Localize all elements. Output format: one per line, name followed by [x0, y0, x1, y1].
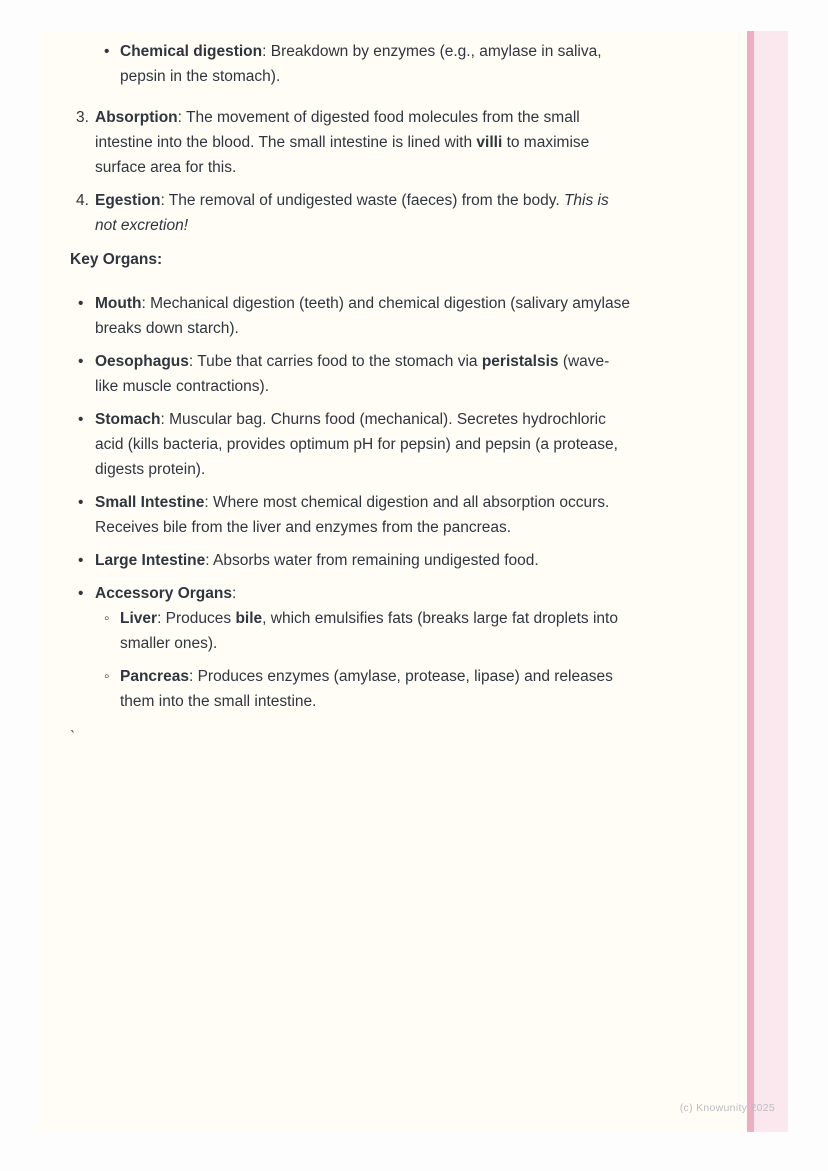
block-text: Key Organs: — [70, 251, 163, 268]
list-item-accessory-organs — [70, 581, 632, 606]
bullet-marker-icon: • — [78, 295, 84, 312]
bullet-marker-icon: ◦ — [104, 668, 110, 685]
list-number: 3. — [76, 109, 89, 126]
bullet-marker-icon: • — [78, 585, 84, 602]
list-number: 4. — [76, 192, 89, 209]
bullet-marker-icon: • — [78, 494, 84, 511]
list-item-small-intestine — [70, 490, 632, 540]
list-item-absorption — [70, 105, 632, 180]
page-content — [70, 39, 632, 758]
pink-accent-line — [747, 31, 754, 1132]
block-text: Liver: Produces bile, which emulsifies fats (breaks large fat droplets into smaller ones). — [120, 610, 618, 652]
section-heading-key-organs — [70, 247, 632, 272]
list-item-mouth — [70, 291, 632, 341]
block-text: ` — [70, 729, 76, 746]
stray-backtick — [70, 725, 632, 750]
block-text: Egestion: The removal of undigested waste (faeces) from the body. This is not excretion! — [95, 192, 609, 234]
list-item-stomach — [70, 407, 632, 482]
list-item-large-intestine — [70, 548, 632, 573]
bullet-marker-icon: • — [78, 353, 84, 370]
bullet-marker-icon: • — [78, 552, 84, 569]
block-text: Mouth: Mechanical digestion (teeth) and chemical digestion (salivary amylase breaks down starch). — [95, 295, 630, 337]
list-item-liver — [70, 606, 632, 656]
bullet-marker-icon: • — [78, 411, 84, 428]
list-item-egestion — [70, 188, 632, 238]
block-text: Pancreas: Produces enzymes (amylase, protease, lipase) and releases them into the small intestine. — [120, 668, 613, 710]
pink-margin-band — [754, 31, 788, 1132]
block-text: Accessory Organs: — [95, 585, 237, 602]
block-text: Stomach: Muscular bag. Churns food (mechanical). Secretes hydrochloric acid (kills bacteria, provides optimum pH for pepsin) and pepsin (a protease, digests protein). — [95, 411, 618, 478]
bullet-marker-icon: • — [104, 43, 110, 60]
block-text: Large Intestine: Absorbs water from remaining undigested food. — [95, 552, 539, 569]
list-item-chemical-digestion — [70, 39, 632, 89]
document-page — [38, 31, 788, 1132]
list-item-oesophagus — [70, 349, 632, 399]
list-item-pancreas — [70, 664, 632, 714]
block-text: Small Intestine: Where most chemical digestion and all absorption occurs. Receives bile from the liver and enzymes from the pancreas. — [95, 494, 610, 536]
block-text: Absorption: The movement of digested food molecules from the small intestine into the blood. The small intestine is lined with villi to maximise surface area for this. — [95, 109, 590, 176]
watermark-text: (c) Knowunity 2025 — [679, 1102, 775, 1114]
bullet-marker-icon: ◦ — [104, 610, 110, 627]
block-text: Oesophagus: Tube that carries food to the stomach via peristalsis (wave-like muscle contractions). — [95, 353, 610, 395]
block-text: Chemical digestion: Breakdown by enzymes (e.g., amylase in saliva, pepsin in the stomach). — [120, 43, 602, 85]
